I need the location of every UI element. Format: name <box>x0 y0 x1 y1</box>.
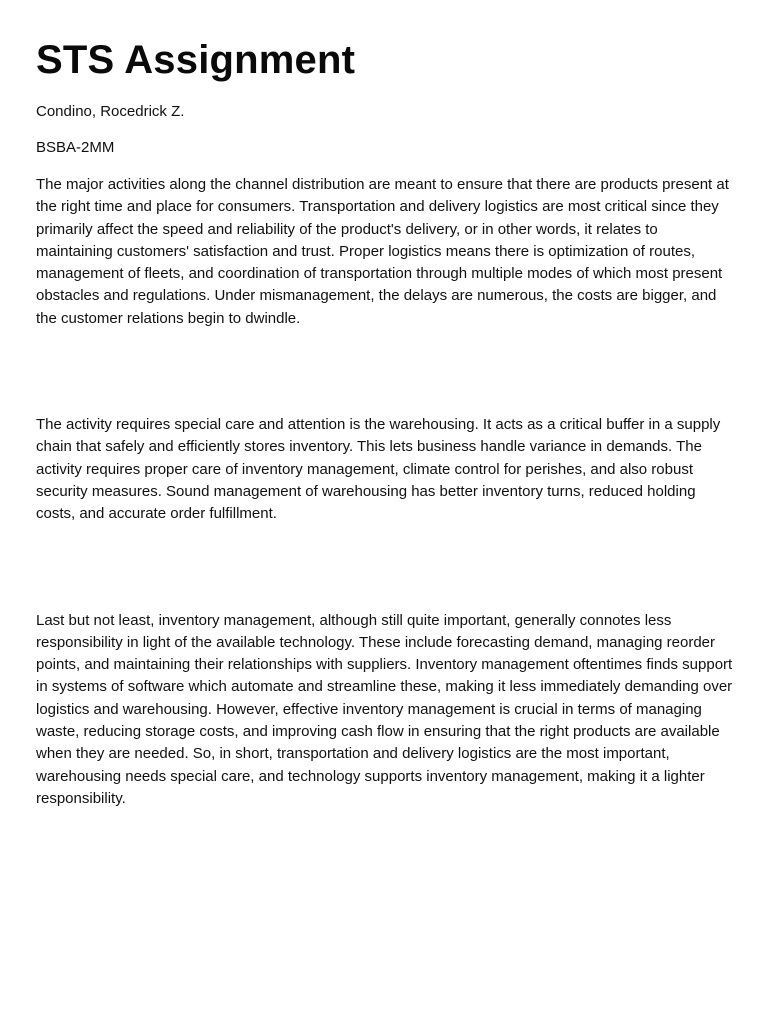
paragraph-inventory-management: Last but not least, inventory management, although still quite important, generally connotes less responsibility in light of the available technology. These include forecasting demand, managing reorder points, and maintaining their relationships with suppliers. Inventory management oftentimes finds support in systems of software which automate and streamline these, making it less immediately demanding over logistics and warehousing. However, effective inventory management is crucial in terms of managing waste, reducing storage costs, and improving cash flow in ensuring that the right products are available when they are needed. So, in short, transportation and delivery logistics are the most important, warehousing needs special care, and technology supports inventory management, making it a lighter responsibility. <box>36 611 733 807</box>
paragraph-distribution-logistics: The major activities along the channel distribution are meant to ensure that there are products present at the right time and place for consumers. Transportation and delivery logistics are most critical since they primarily affect the speed and reliability of the product's delivery, or in other words, it relates to maintaining customers' satisfaction and trust. Proper logistics means there is optimization of routes, management of fleets, and coordination of transportation through multiple modes of which most present obstacles and regulations. Under mismanagement, the delays are numerous, the costs are bigger, and the customer relations begin to dwindle. <box>36 176 729 327</box>
course-section: BSBA-2MM <box>36 139 115 156</box>
paragraph-warehousing: The activity requires special care and attention is the warehousing. It acts as a critical buffer in a supply chain that safely and efficiently stores inventory. This lets business handle variance in demands. The activity requires proper care of inventory management, climate control for perishes, and also robust security measures. Sound management of warehousing has better inventory turns, reduced holding costs, and accurate order fulfillment. <box>36 416 721 523</box>
author-name: Condino, Rocedrick Z. <box>36 103 185 120</box>
document-page <box>36 34 736 810</box>
document-title: STS Assignment <box>36 38 356 82</box>
